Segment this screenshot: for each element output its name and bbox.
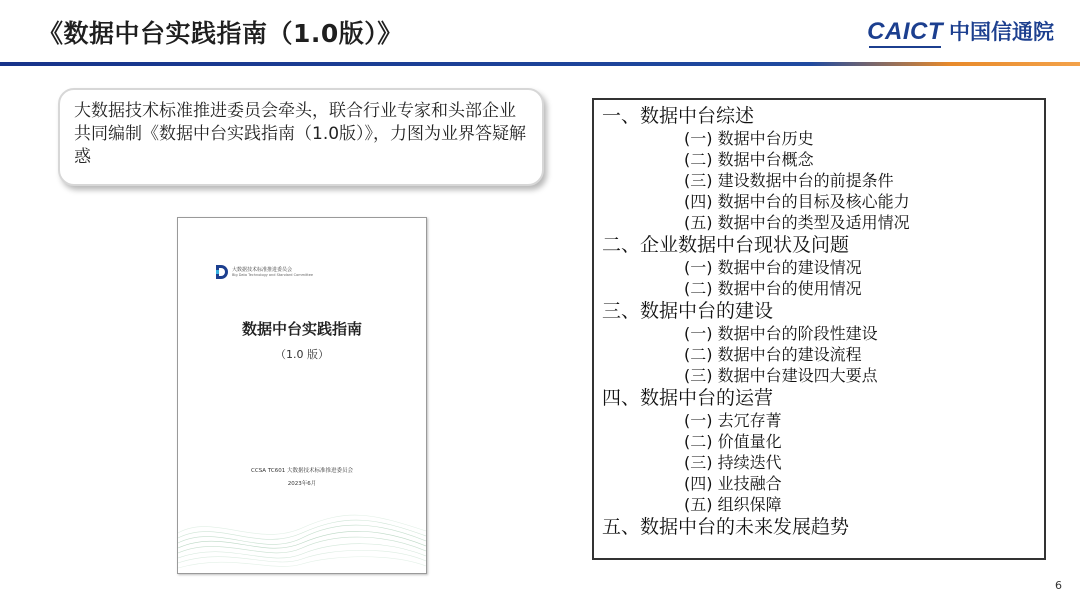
slide-title: 《数据中台实践指南（1.0版）》 <box>38 19 403 48</box>
toc-section-title: 一、数据中台综述 <box>602 105 755 127</box>
toc-section-title: 三、数据中台的建设 <box>602 300 774 322</box>
intro-callout: 大数据技术标准推进委员会牵头，联合行业专家和头部企业共同编制《数据中台实践指南（1.0版）》，力图为业界答疑解惑 <box>58 88 544 186</box>
slide-header <box>0 0 1080 66</box>
toc-subsection-item: (二) 价值量化 <box>684 432 782 451</box>
toc-subsection-item: (二) 数据中台的使用情况 <box>684 279 862 298</box>
toc-subsection-item: (二) 数据中台的建设流程 <box>684 345 862 364</box>
toc-subsection-item: (三) 数据中台建设四大要点 <box>684 366 878 385</box>
cover-issuer: CCSA TC601 大数据技术标准推进委员会 <box>251 468 353 474</box>
logo-en: CAICT <box>867 18 943 48</box>
cover-date: 2023年6月 <box>287 481 317 487</box>
cover-org-logo <box>216 265 313 279</box>
toc-subsection-item: (四) 业技融合 <box>684 474 782 493</box>
cover-edition: （1.0 版） <box>275 348 329 361</box>
toc-subsection-item: (一) 数据中台的建设情况 <box>684 258 862 277</box>
cover-org-name-cn: 大数据技术标准推进委员会 <box>232 267 293 273</box>
toc-subsection-item: (五) 数据中台的类型及适用情况 <box>684 213 910 232</box>
cover-wave-pattern <box>178 498 426 573</box>
cover-title: 数据中台实践指南 <box>241 320 362 338</box>
page-number: 6 <box>1055 579 1062 592</box>
logo-cn: 中国信通院 <box>949 20 1054 44</box>
book-cover <box>177 217 427 574</box>
toc-subsection-item: (一) 去冗存菁 <box>684 411 782 430</box>
toc-section-title: 二、企业数据中台现状及问题 <box>602 234 850 256</box>
header-divider <box>0 62 1080 66</box>
toc-subsection-item: (一) 数据中台的阶段性建设 <box>684 324 878 343</box>
toc-subsection-item: (二) 数据中台概念 <box>684 150 814 169</box>
toc-subsection-item: (三) 持续迭代 <box>684 453 782 472</box>
toc-section-title: 四、数据中台的运营 <box>602 387 774 409</box>
table-of-contents <box>592 98 1046 560</box>
toc-section-title: 五、数据中台的未来发展趋势 <box>602 516 850 538</box>
toc-subsection-item: (四) 数据中台的目标及核心能力 <box>684 192 910 211</box>
cover-org-name-en: Big Data Technology and Standard Committee <box>232 273 314 277</box>
toc-subsection-item: (五) 组织保障 <box>684 495 782 514</box>
d-logo-icon <box>216 265 228 279</box>
toc-subsection-item: (一) 数据中台历史 <box>684 129 814 148</box>
toc-subsection-item: (三) 建设数据中台的前提条件 <box>684 171 894 190</box>
caict-logo <box>867 16 1054 48</box>
